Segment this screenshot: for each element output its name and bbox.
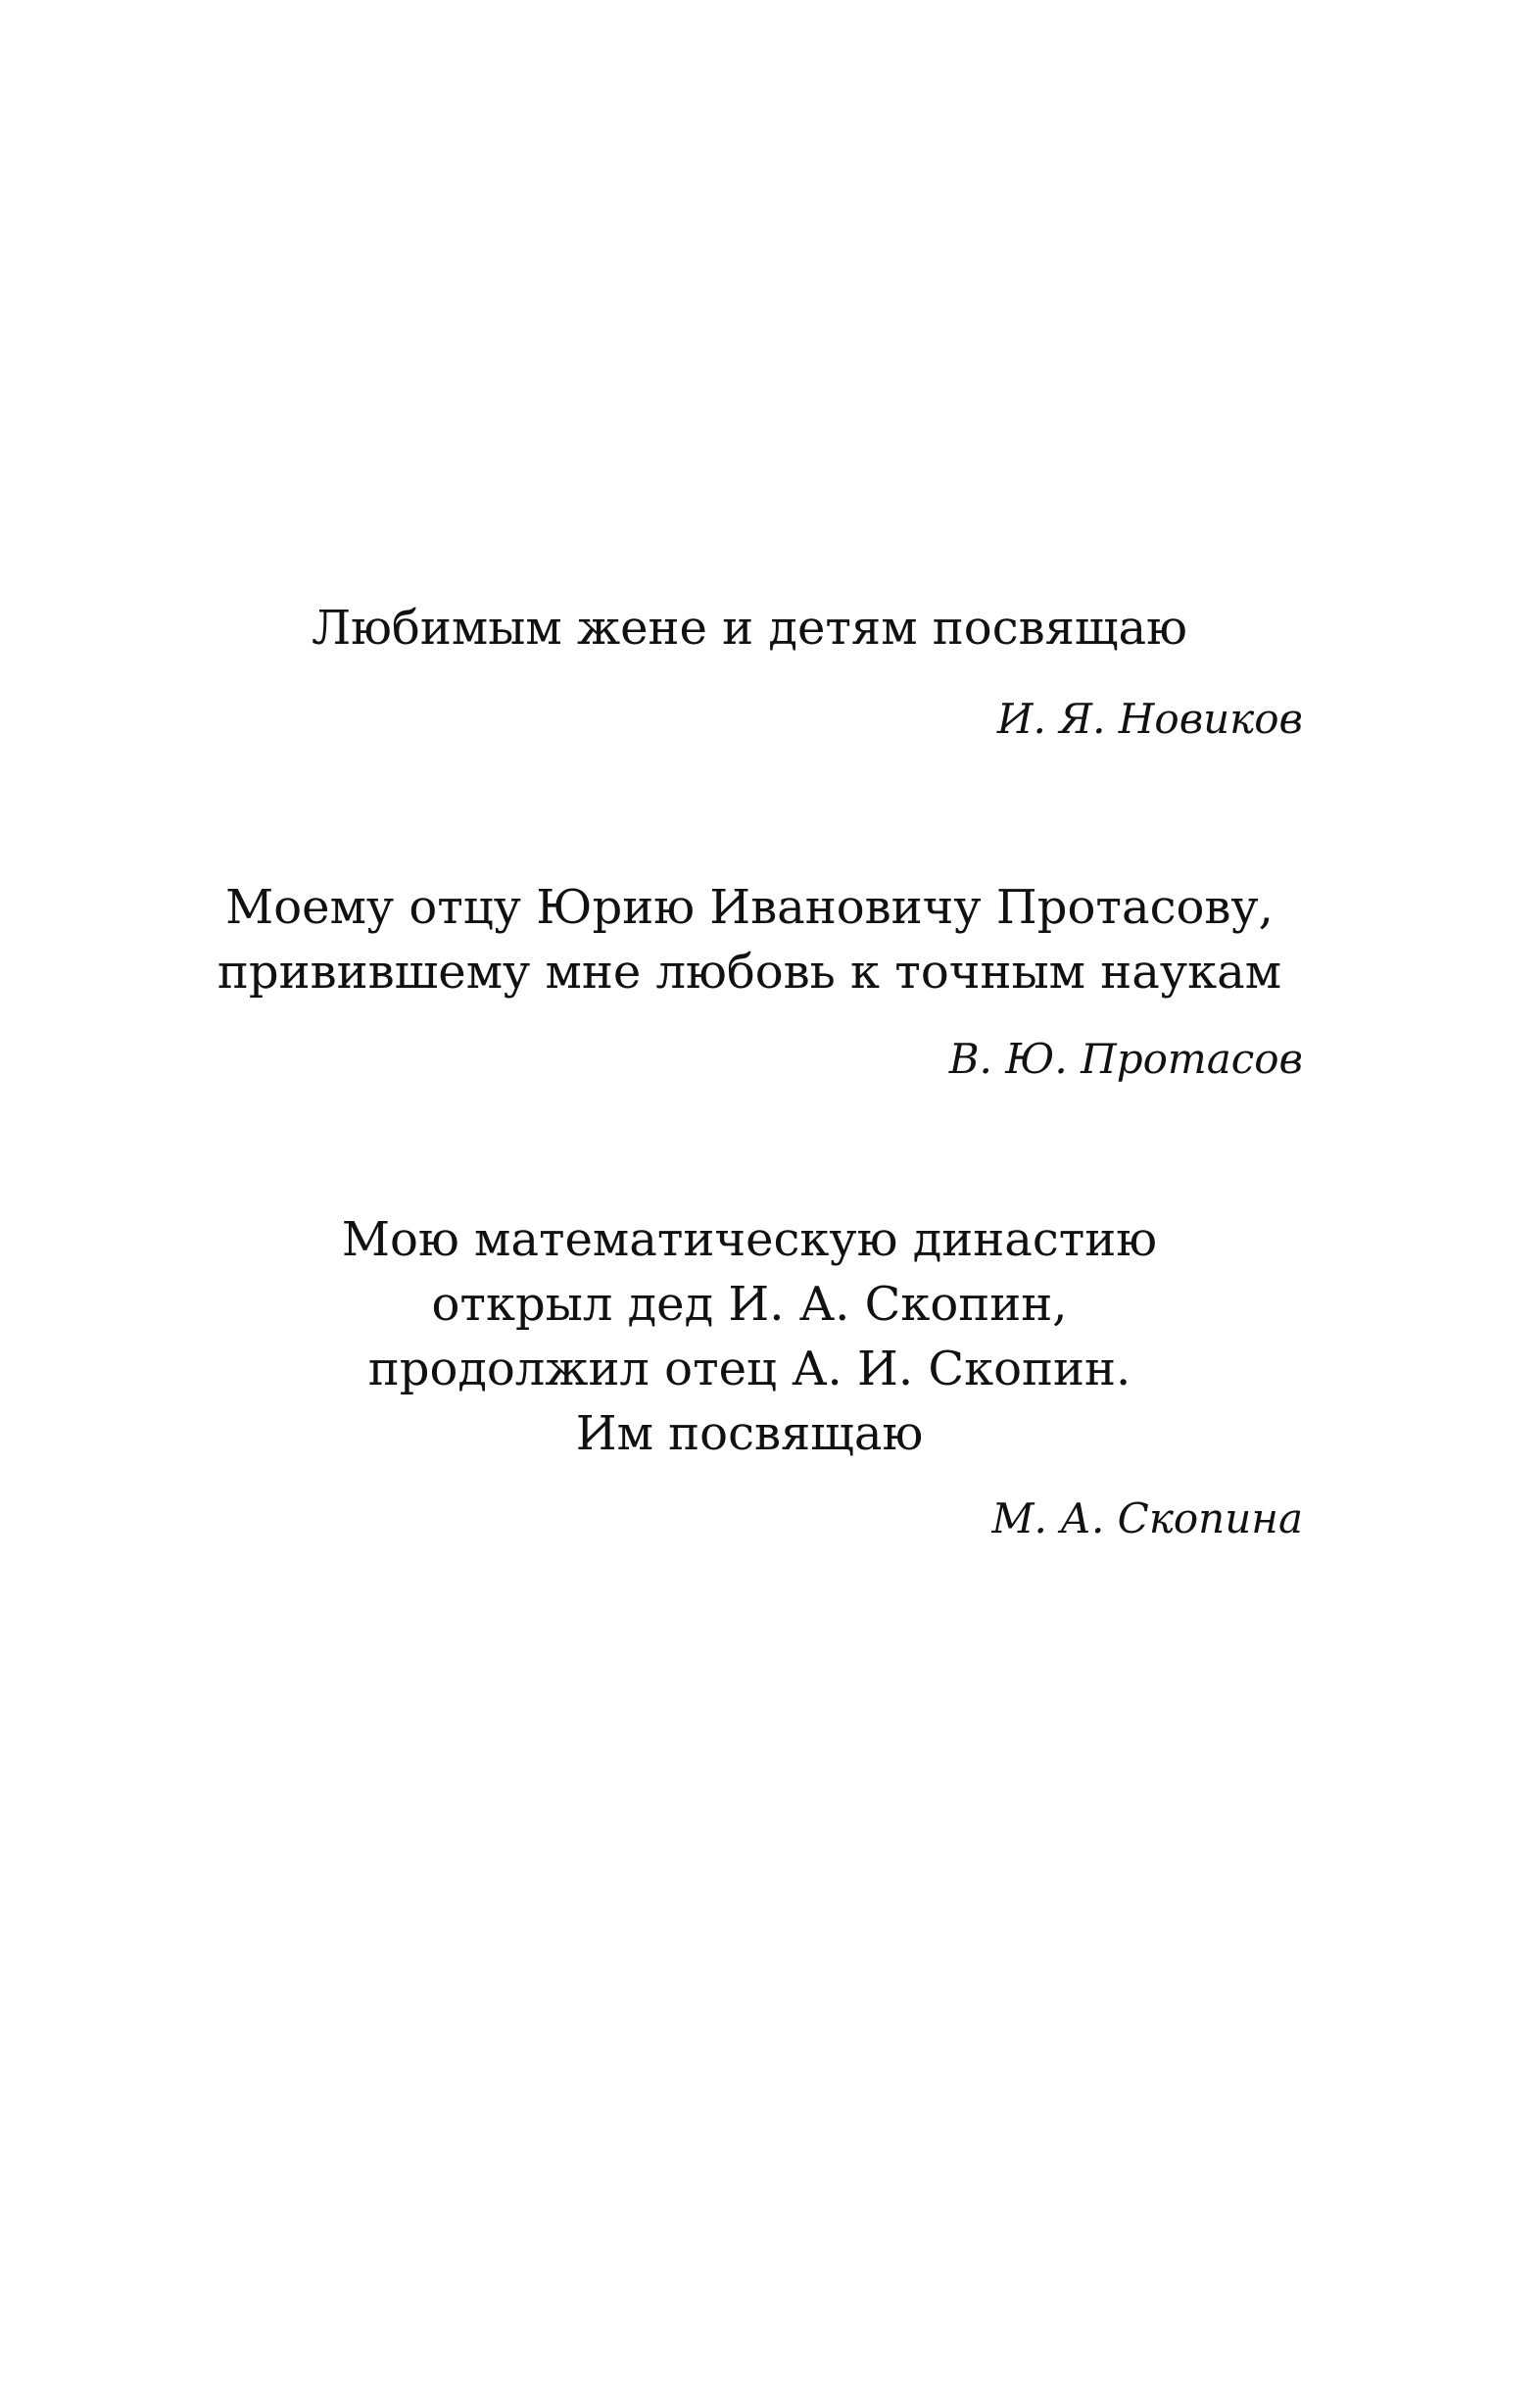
dedication-line: открыл дед И. А. Скопин, <box>431 1277 1068 1332</box>
dedication-line: привившему мне любовь к точным наукам <box>217 945 1282 1000</box>
dedication-protasov <box>196 875 1303 1087</box>
dedication-line: Им посвящаю <box>575 1406 924 1461</box>
dedication-line: Мою математическую династию <box>341 1212 1158 1267</box>
dedication-text <box>196 1207 1303 1466</box>
dedication-text <box>196 875 1303 1004</box>
dedication-text <box>196 596 1303 660</box>
signature: М. А. Скопина <box>991 1494 1303 1542</box>
dedication-line: Моему отцу Юрию Ивановичу Протасову, <box>225 880 1274 935</box>
signature: И. Я. Новиков <box>996 695 1303 743</box>
dedication-skopina <box>196 1207 1303 1546</box>
signature: В. Ю. Протасов <box>948 1035 1303 1083</box>
dedication-novikov <box>196 596 1303 747</box>
dedication-line: Любимым жене и детям посвящаю <box>312 601 1187 656</box>
dedication-line: продолжил отец А. И. Скопин. <box>367 1342 1131 1396</box>
